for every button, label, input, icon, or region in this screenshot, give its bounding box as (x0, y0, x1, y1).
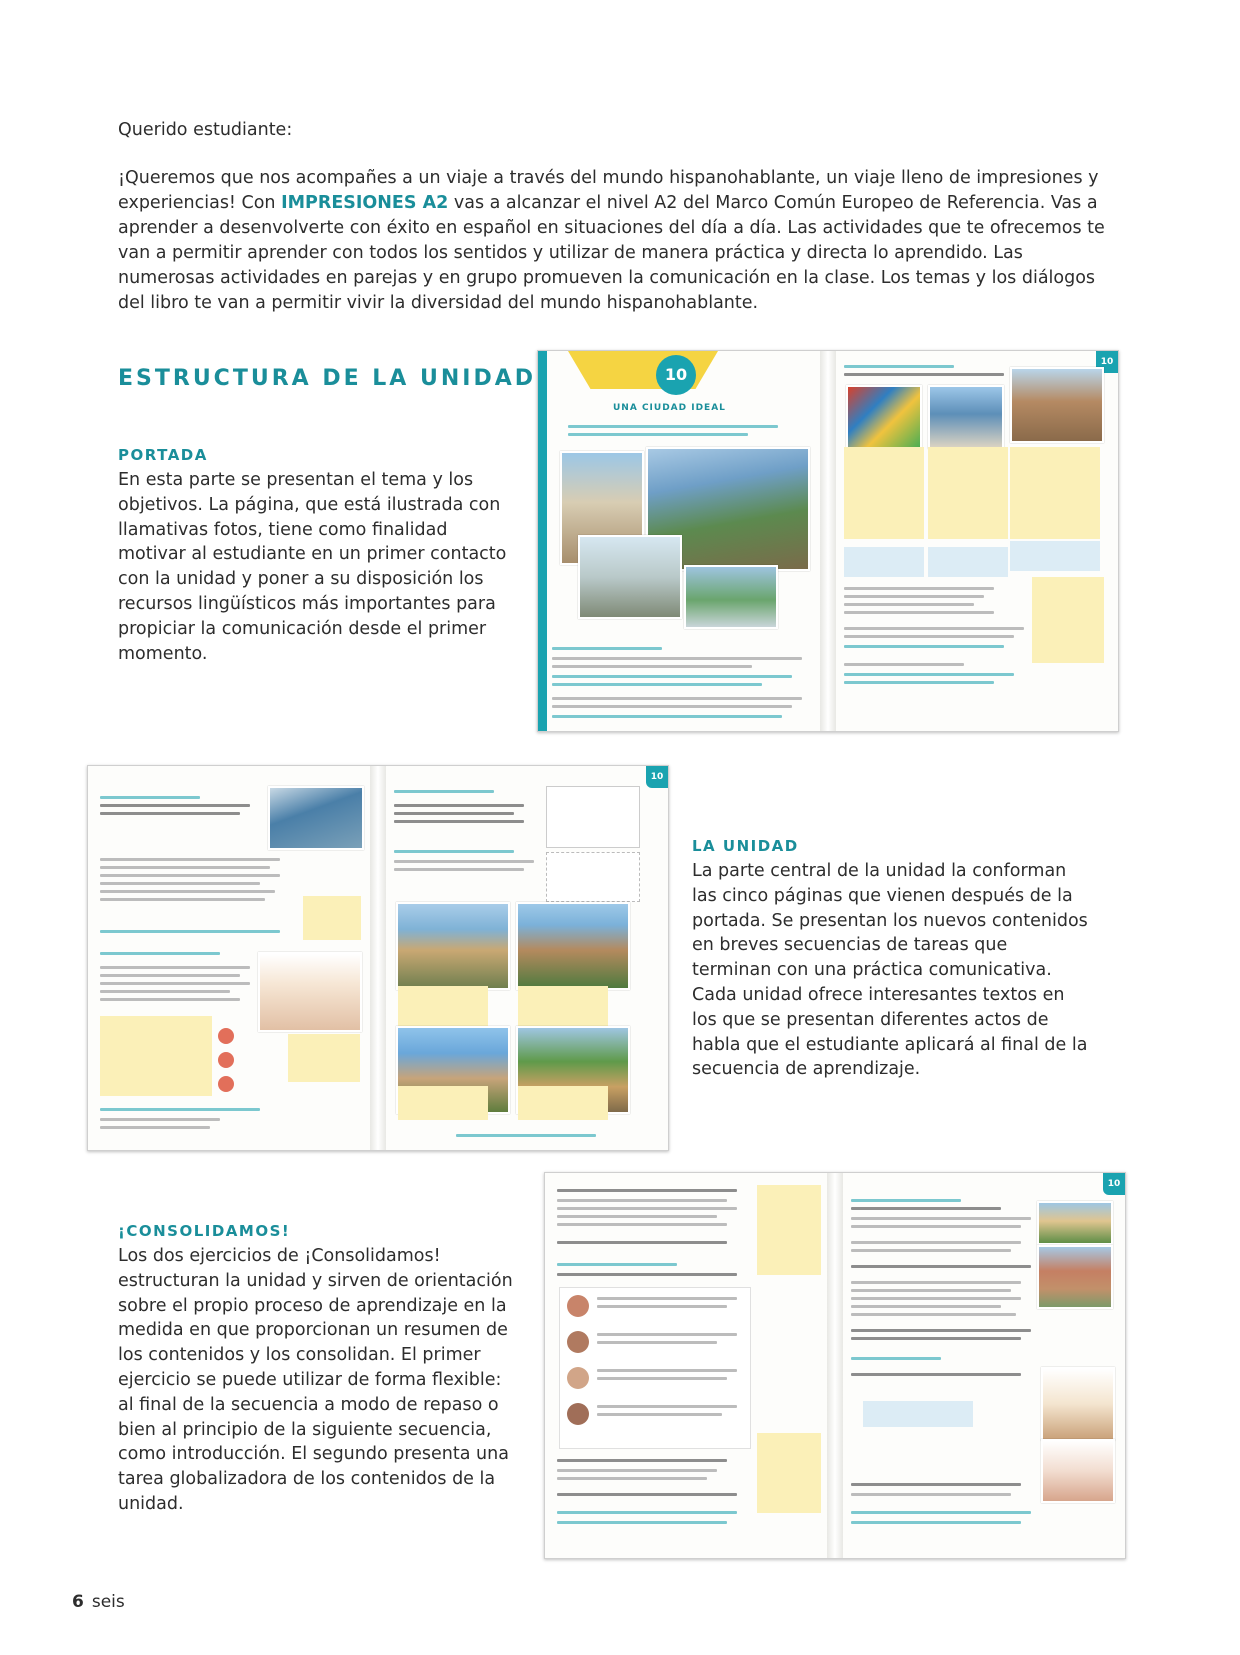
spread3-left-page (545, 1173, 835, 1558)
people-illustration (258, 952, 362, 1032)
corner-page-badge-2: 10 (646, 766, 668, 788)
thumbnail-consolidamos-spread (544, 1172, 1126, 1559)
spread2-left-page (88, 766, 378, 1150)
portada-heading: PORTADA (118, 446, 208, 464)
colourful-building-photo (846, 385, 922, 449)
family-illustration (1041, 1439, 1115, 1503)
spread3-right-page (843, 1173, 1125, 1558)
unidad-heading: LA UNIDAD (692, 837, 799, 855)
fountain-photo (684, 565, 778, 629)
unidad-text-2: Cada unidad ofrece interesantes textos en los que se presentan diferentes actos de habla que el estudiante aplicará al final de la secuencia de aprendizaje. (692, 985, 1088, 1080)
portada-text: En esta parte se presentan el tema y los objetivos. La página, que está ilustrada con llamativas fotos, tiene como finalidad motivar al estudiante en un primer contacto con la unidad y poner a su disposición los recursos lingüísticos más importantes para propiciar la comunicación desde el primer momento. (118, 470, 507, 664)
dog-illustration (1041, 1367, 1115, 1441)
page-number: 6 (72, 1592, 84, 1612)
seafront-photo (928, 385, 1004, 449)
house-photo (1037, 1201, 1113, 1245)
thumbnail-unidad-spread (87, 765, 669, 1151)
unidad-text-1: La parte central de la unidad la conforman las cinco páginas que vienen después de la portada. Se presentan los nuevos contenidos en breves secuencias de tareas que terminan con una práctica comunicativa. (692, 861, 1088, 981)
consolidamos-heading: ¡CONSOLIDAMOS! (118, 1222, 291, 1240)
spread1-right-page (836, 351, 1118, 731)
intro-text-a: ¡Queremos que nos acompañes a un viaje a través del mundo hispanohablante, un viaje lleno de impresiones y experiencias! Con (118, 168, 1099, 213)
corner-page-badge-3: 10 (1103, 1173, 1125, 1195)
city-aerial-photo (1037, 1245, 1113, 1309)
greeting: Querido estudiante: (118, 120, 293, 140)
unit-number-badge: 10 (656, 355, 696, 395)
page-word: seis (91, 1592, 125, 1612)
old-square-photo (1010, 367, 1104, 443)
consolidamos-text: Los dos ejercicios de ¡Consolidamos! estructuran la unidad y sirven de orientación sobre el propio proceso de aprendizaje en la medida en que proporcionan un resumen de los contenidos y los consolidan. El primer ejercicio se puede utilizar de forma flexible: al final de la secuencia a modo de repaso o bien al principio de la siguiente secuencia, como introducción. El segundo presenta una tarea globalizadora de los contenidos de la unidad. (118, 1246, 513, 1514)
bikes-photo (268, 786, 364, 850)
corner-page-badge: 10 (1096, 351, 1118, 373)
spread2-right-page (386, 766, 668, 1150)
page-footer (72, 1592, 125, 1612)
structure-heading: ESTRUCTURA DE LA UNIDAD (118, 366, 536, 391)
cathedral-photo (396, 902, 510, 990)
spread1-left-page (538, 351, 828, 731)
intro-paragraph (118, 166, 1118, 316)
thumbnail-portada-spread (537, 350, 1119, 732)
church-photo (516, 902, 630, 990)
arcade-photo (578, 535, 682, 619)
unit-title: UNA CIUDAD IDEAL (613, 403, 726, 413)
brand-name: IMPRESIONES A2 (281, 193, 449, 213)
intro-text-b: vas a alcanzar el nivel A2 del Marco Común Europeo de Referencia. Vas a aprender a desenvolverte con éxito en español en situaciones del día a día. Las actividades que te ofrecemos te van a permitir aprender con todos los sentidos y utilizar de manera práctica y directa lo aprendido. Las numerosas actividades en parejas y en grupo promueven la comunicación en la clase. Los temas y los diálogos del libro te van a permitir vivir la diversidad del mundo hispanohablante. (118, 193, 1105, 313)
